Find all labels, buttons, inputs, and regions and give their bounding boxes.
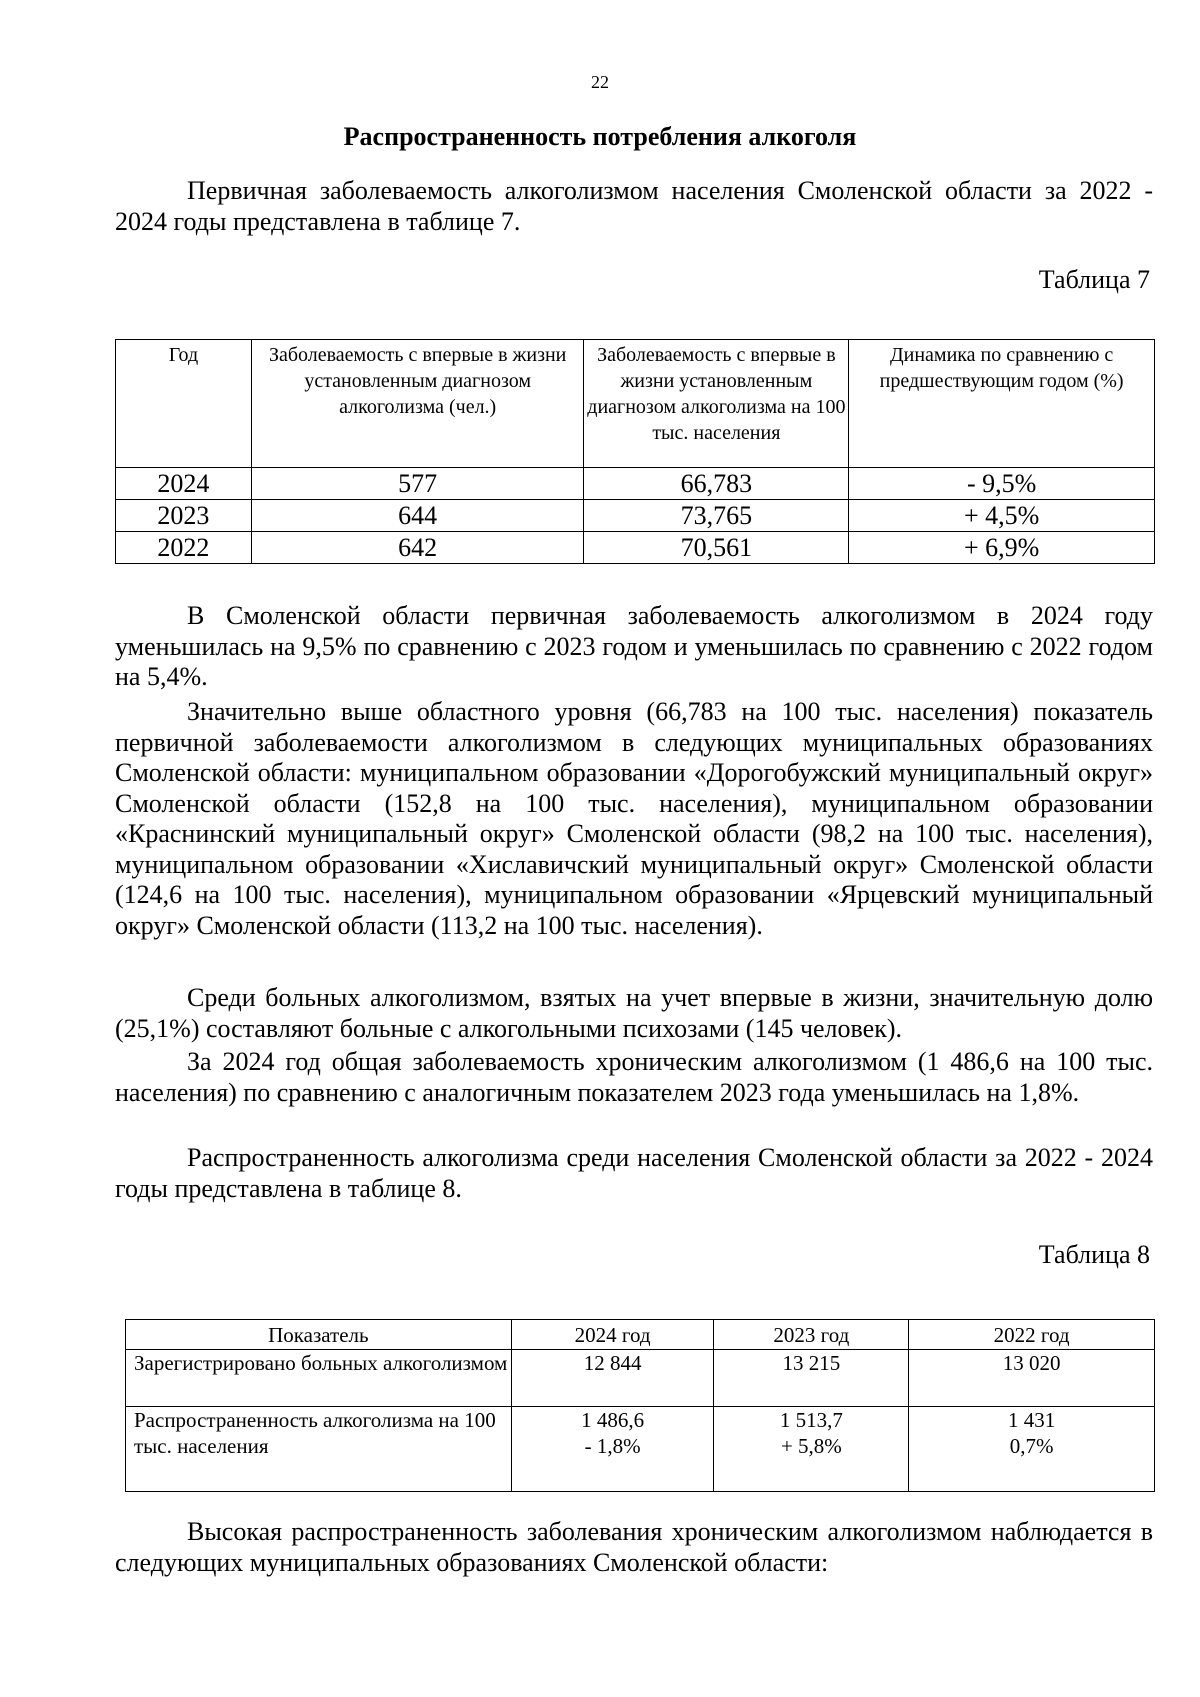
table-row bbox=[116, 532, 1155, 564]
cell-dynamics: + 6,9% bbox=[849, 532, 1155, 564]
cell-dynamics: + 4,5% bbox=[849, 500, 1155, 532]
table-7 bbox=[115, 339, 1155, 564]
header-2024: 2024 год bbox=[511, 1320, 714, 1350]
cell-year: 2023 bbox=[116, 500, 252, 532]
table8-caption: Таблица 8 bbox=[1038, 1240, 1150, 1269]
header-incidence-persons: Заболеваемость с впервые в жизни установленным диагнозом алкоголизма (чел.) bbox=[251, 340, 584, 468]
cell-2022: 13 020 bbox=[909, 1350, 1155, 1407]
table-row bbox=[126, 1407, 1155, 1492]
page-number: 22 bbox=[591, 72, 609, 92]
table-row bbox=[126, 1350, 1155, 1407]
cell-2023 bbox=[714, 1407, 909, 1492]
change-2023: + 5,8% bbox=[780, 1434, 842, 1458]
table-header-row bbox=[116, 340, 1155, 468]
table7-caption: Таблица 7 bbox=[1038, 265, 1150, 294]
section-title: Распространенность потребления алкоголя bbox=[343, 122, 857, 151]
value-2022: 1 431 bbox=[1008, 1408, 1056, 1432]
intro-paragraph: Первичная заболеваемость алкоголизмом населения Смоленской области за 2022 - 2024 годы представлена в таблице 7. bbox=[115, 176, 1153, 236]
table-row bbox=[116, 468, 1155, 500]
cell-persons: 642 bbox=[251, 532, 584, 564]
header-year: Год bbox=[116, 340, 252, 468]
cell-2024 bbox=[511, 1407, 714, 1492]
cell-2022 bbox=[909, 1407, 1155, 1492]
header-2022: 2022 год bbox=[909, 1320, 1155, 1350]
row-label-registered: Зарегистрировано больных алкоголизмом bbox=[126, 1350, 512, 1407]
body-paragraph-1: В Смоленской области первичная заболеваемость алкоголизмом в 2024 году уменьшилась на 9,5% по сравнению с 2023 годом и уменьшилась по сравнению с 2022 годом на 5,4%. bbox=[115, 601, 1153, 691]
row-label-prevalence: Распространенность алкоголизма на 100 тыс. населения bbox=[126, 1407, 512, 1492]
change-2024: - 1,8% bbox=[584, 1434, 641, 1458]
cell-dynamics: - 9,5% bbox=[849, 468, 1155, 500]
cell-per-100k: 70,561 bbox=[584, 532, 849, 564]
cell-year: 2024 bbox=[116, 468, 252, 500]
body-paragraph-3: Среди больных алкоголизмом, взятых на учет впервые в жизни, значительную долю (25,1%) составляют больные с алкогольными психозами (145 человек). bbox=[115, 983, 1153, 1043]
header-dynamics: Динамика по сравнению с предшествующим годом (%) bbox=[849, 340, 1155, 468]
cell-per-100k: 73,765 bbox=[584, 500, 849, 532]
body-paragraph-2: Значительно выше областного уровня (66,783 на 100 тыс. населения) показатель первичной заболеваемости алкоголизмом в следующих муниципальных образованиях Смоленской области: муниципальном образовании «Дорогобужский муниципальный округ» Смоленской области (152,8 на 100 тыс. населения), муниципальном образовании «Краснинский муниципальный округ» Смоленской области (98,2 на 100 тыс. населения), муниципальном образовании «Хиславичский муниципальный округ» Смоленской области (124,6 на 100 тыс. населения), муниципальном образовании «Ярцевский муниципальный округ» Смоленской области (113,2 на 100 тыс. населения). bbox=[115, 697, 1153, 940]
header-2023: 2023 год bbox=[714, 1320, 909, 1350]
change-2022: 0,7% bbox=[1009, 1434, 1054, 1458]
cell-persons: 577 bbox=[251, 468, 584, 500]
cell-persons: 644 bbox=[251, 500, 584, 532]
closing-paragraph: Высокая распространенность заболевания хроническим алкоголизмом наблюдается в следующих муниципальных образованиях Смоленской области: bbox=[115, 1517, 1153, 1577]
table-8 bbox=[125, 1319, 1155, 1492]
table-header-row bbox=[126, 1320, 1155, 1350]
table-row bbox=[116, 500, 1155, 532]
value-2023: 1 513,7 bbox=[779, 1408, 843, 1432]
body-paragraph-5: Распространенность алкоголизма среди населения Смоленской области за 2022 - 2024 годы представлена в таблице 8. bbox=[115, 1143, 1153, 1203]
body-paragraph-4: За 2024 год общая заболеваемость хроническим алкоголизмом (1 486,6 на 100 тыс. населения) по сравнению с аналогичным показателем 2023 года уменьшилась на 1,8%. bbox=[115, 1047, 1153, 1107]
value-2024: 1 486,6 bbox=[581, 1408, 645, 1432]
cell-year: 2022 bbox=[116, 532, 252, 564]
cell-per-100k: 66,783 bbox=[584, 468, 849, 500]
cell-2024: 12 844 bbox=[511, 1350, 714, 1407]
cell-2023: 13 215 bbox=[714, 1350, 909, 1407]
header-indicator: Показатель bbox=[126, 1320, 512, 1350]
header-incidence-per-100k: Заболеваемость с впервые в жизни установленным диагнозом алкоголизма на 100 тыс. населения bbox=[584, 340, 849, 468]
